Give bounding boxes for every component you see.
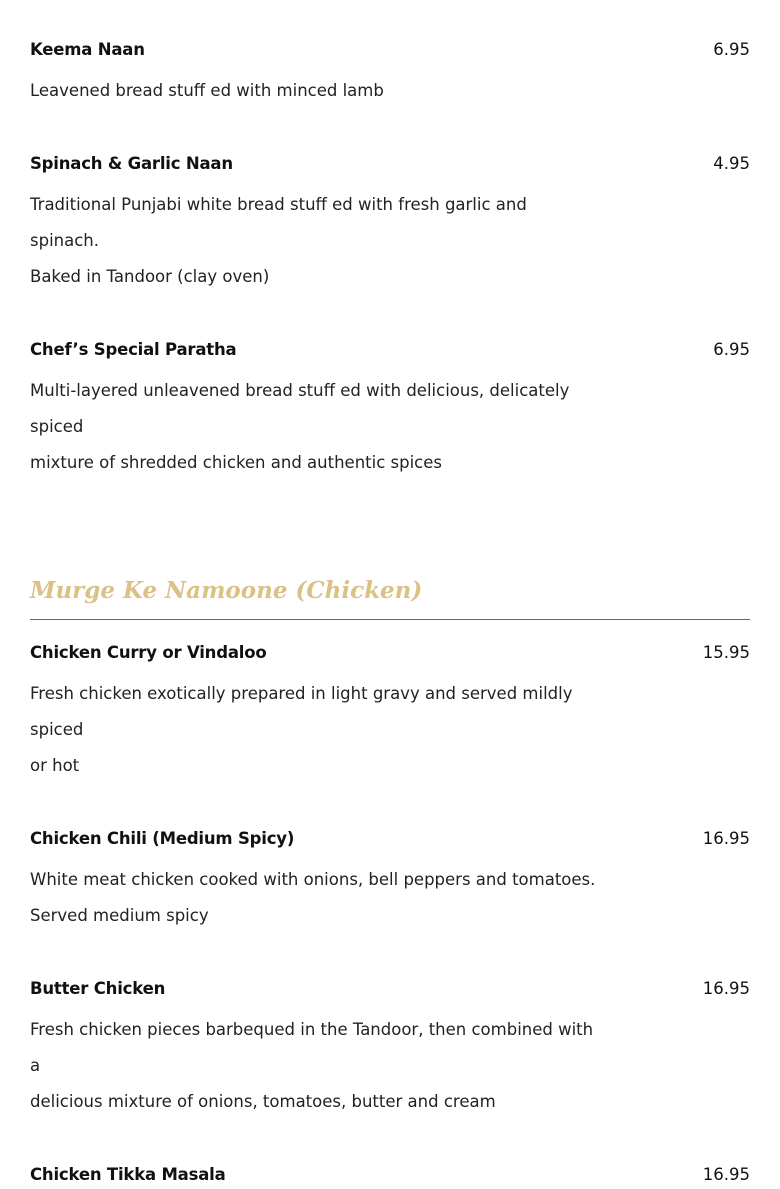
menu-item-header: [30, 154, 750, 178]
description-line: delicious mixture of onions, tomatoes, butter and cream: [30, 1092, 496, 1111]
menu-item-name: Chicken Curry or Vindaloo: [30, 643, 267, 662]
menu-item-name: Keema Naan: [30, 40, 145, 59]
menu-item-spinach-garlic-naan: [30, 154, 750, 295]
description-line: Multi-layered unleavened bread stuff ed with delicious, delicately spiced: [30, 381, 570, 436]
menu-item-name: Butter Chicken: [30, 979, 166, 998]
description-line: Baked in Tandoor (clay oven): [30, 267, 270, 286]
menu-item-price: 6.95: [713, 340, 750, 359]
section-divider: [30, 619, 750, 620]
menu-item-description: [30, 373, 600, 481]
menu-item-header: [30, 1165, 750, 1189]
menu-item-price: 16.95: [702, 979, 750, 998]
menu-item-header: [30, 340, 750, 364]
menu-item-chicken-chili: [30, 829, 750, 934]
menu-item-price: 16.95: [702, 1165, 750, 1184]
menu-item-price: 15.95: [702, 643, 750, 662]
description-line: mixture of shredded chicken and authentic spices: [30, 453, 443, 472]
menu-item-description: [30, 676, 600, 784]
menu-item-butter-chicken: [30, 979, 750, 1120]
menu-item-chefs-special-paratha: [30, 340, 750, 481]
description-line: Fresh chicken pieces barbequed in the Tandoor, then combined with a: [30, 1020, 594, 1075]
menu-item-header: [30, 979, 750, 1003]
description-line: Traditional Punjabi white bread stuff ed with fresh garlic and spinach.: [30, 195, 527, 250]
description-line: or hot: [30, 756, 80, 775]
menu-item-price: 6.95: [713, 40, 750, 59]
menu-item-description: [30, 862, 600, 934]
description-line: Served medium spicy: [30, 906, 209, 925]
description-line: Leavened bread stuff ed with minced lamb: [30, 81, 384, 100]
menu-item-description: [30, 1012, 600, 1120]
menu-item-header: [30, 40, 750, 64]
menu-item-price: 16.95: [702, 829, 750, 848]
menu-item-chicken-curry: [30, 643, 750, 784]
menu-item-name: Chicken Tikka Masala: [30, 1165, 226, 1184]
menu-page: [30, 0, 750, 1189]
section-title: Murge Ke Namoone (Chicken): [30, 577, 423, 604]
menu-item-keema-naan: [30, 40, 750, 109]
menu-item-header: [30, 829, 750, 853]
menu-item-name: Spinach & Garlic Naan: [30, 154, 233, 173]
description-line: Fresh chicken exotically prepared in light gravy and served mildly spiced: [30, 684, 573, 739]
menu-item-header: [30, 643, 750, 667]
menu-item-chicken-tikka-masala: [30, 1165, 750, 1189]
menu-item-name: Chef’s Special Paratha: [30, 340, 237, 359]
description-line: White meat chicken cooked with onions, bell peppers and tomatoes.: [30, 870, 596, 889]
menu-item-name: Chicken Chili (Medium Spicy): [30, 829, 295, 848]
menu-item-description: [30, 73, 600, 109]
menu-item-description: [30, 187, 600, 295]
chicken-section: [30, 576, 750, 1189]
menu-item-price: 4.95: [713, 154, 750, 173]
